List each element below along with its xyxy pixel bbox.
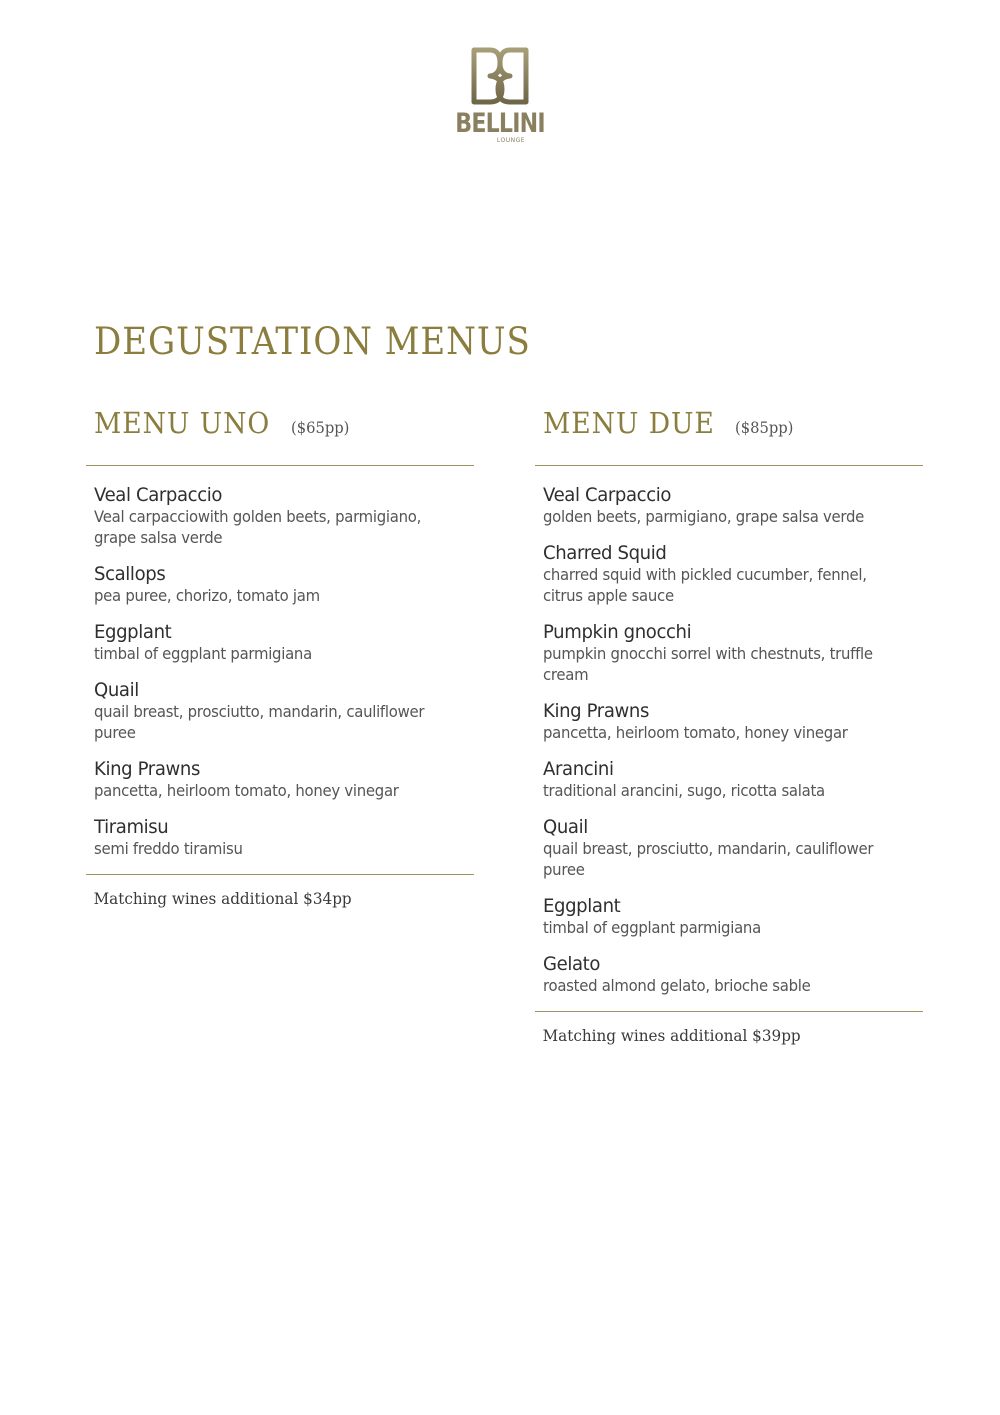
dish-description: charred squid with pickled cucumber, fennel, citrus apple sauce (543, 565, 867, 605)
dish-description: quail breast, prosciutto, mandarin, cauliflower puree (94, 702, 425, 742)
page-title: DEGUSTATION MENUS (94, 320, 531, 363)
bellini-monogram-icon (468, 46, 532, 106)
divider (86, 874, 474, 875)
menu-uno (86, 406, 474, 908)
dish-name: King Prawns (543, 700, 649, 722)
dish-description: pancetta, heirloom tomato, honey vinegar (543, 723, 848, 742)
menu-item (543, 895, 923, 938)
menu-price: ($65pp) (290, 418, 350, 437)
menu-item (543, 816, 923, 880)
menu-title: MENU DUE (543, 406, 715, 440)
matching-wines-note: Matching wines additional $39pp (542, 1026, 801, 1045)
matching-wines-note: Matching wines additional $34pp (93, 889, 352, 908)
dish-description: roasted almond gelato, brioche sable (543, 976, 811, 995)
dish-name: Veal Carpaccio (543, 484, 672, 506)
menu-header (86, 406, 474, 450)
menu-item (94, 563, 474, 606)
dish-name: Eggplant (94, 621, 172, 643)
dish-description: pea puree, chorizo, tomato jam (94, 586, 320, 605)
logo-subtitle: LOUNGE (496, 137, 526, 144)
dish-name: Tiramisu (94, 816, 169, 838)
menu-item (94, 484, 474, 548)
dish-name: Quail (94, 679, 139, 701)
menu-due (535, 406, 923, 1045)
menu-item (543, 953, 923, 996)
logo-wordmark: BELLINI (455, 108, 545, 139)
dish-description: quail breast, prosciutto, mandarin, cauliflower puree (543, 839, 874, 879)
menu-price: ($85pp) (734, 418, 794, 437)
menu-items (86, 466, 474, 859)
menu-title: MENU UNO (94, 406, 271, 440)
dish-description: pancetta, heirloom tomato, honey vinegar (94, 781, 399, 800)
dish-name: Arancini (543, 758, 614, 780)
dish-description: timbal of eggplant parmigiana (543, 918, 761, 937)
menu-item (543, 484, 923, 527)
dish-name: Gelato (543, 953, 601, 975)
bellini-logo (440, 46, 560, 166)
dish-description: golden beets, parmigiano, grape salsa verde (543, 507, 865, 526)
dish-description: Veal carpacciowith golden beets, parmigiano, grape salsa verde (94, 507, 422, 547)
menu-item (94, 758, 474, 801)
menu-item (543, 621, 923, 685)
dish-name: Veal Carpaccio (94, 484, 223, 506)
menu-item (94, 816, 474, 859)
menu-item (543, 758, 923, 801)
dish-name: Pumpkin gnocchi (543, 621, 692, 643)
menu-header (535, 406, 923, 450)
dish-name: Eggplant (543, 895, 621, 917)
dish-name: Quail (543, 816, 588, 838)
menu-item (543, 700, 923, 743)
menu-items (535, 466, 923, 996)
dish-name: Scallops (94, 563, 166, 585)
dish-description: pumpkin gnocchi sorrel with chestnuts, truffle cream (543, 644, 873, 684)
dish-name: King Prawns (94, 758, 200, 780)
menu-item (543, 542, 923, 606)
dish-description: traditional arancini, sugo, ricotta salata (543, 781, 825, 800)
divider (535, 1011, 923, 1012)
menu-item (94, 679, 474, 743)
dish-description: semi freddo tiramisu (94, 839, 243, 858)
menu-item (94, 621, 474, 664)
dish-description: timbal of eggplant parmigiana (94, 644, 312, 663)
dish-name: Charred Squid (543, 542, 667, 564)
